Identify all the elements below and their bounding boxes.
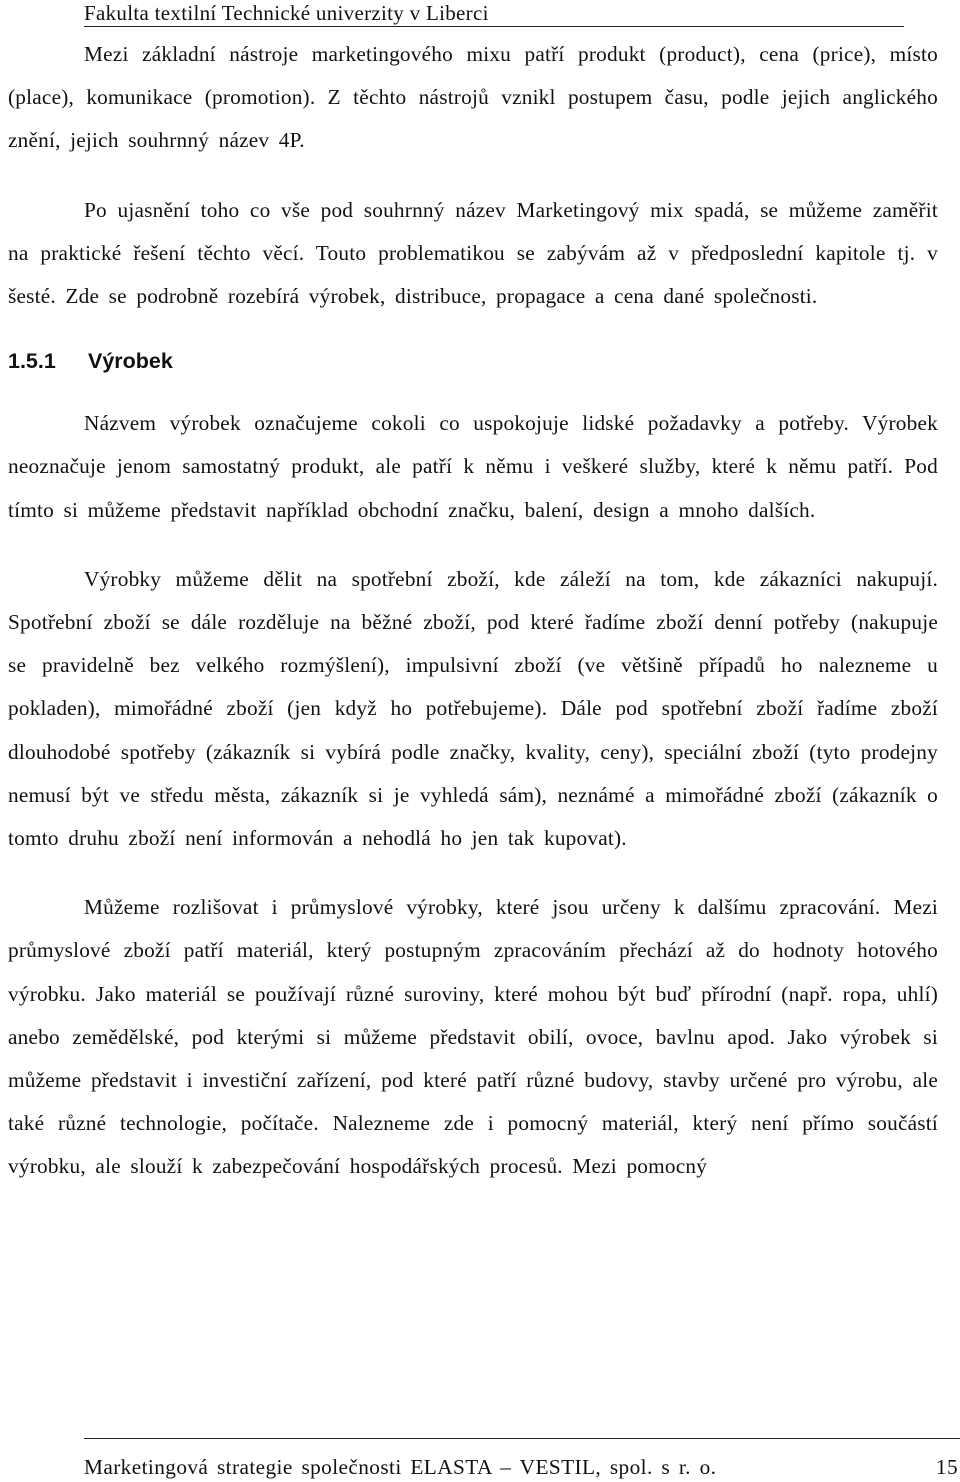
section-title: Výrobek	[88, 349, 173, 374]
paragraph-marketing-mix: Mezi základní nástroje marketingového mixu patří produkt (product), cena (price), místo (place), komunikace (promotion). Z těchto nástrojů vznikl postupem času, podle jejich anglického znění, jejich souhrnný název 4P.	[8, 42, 938, 153]
section-number: 1.5.1	[8, 349, 56, 374]
page-footer	[84, 1438, 960, 1479]
section-heading	[8, 340, 938, 382]
paragraph-chapter-reference: Po ujasnění toho co vše pod souhrnný název Marketingový mix spadá, se můžeme zaměřit na praktické řešení těchto věcí. Touto problematikou se zabývám až v předposlední kapitole tj. v šesté. Zde se podrobně rozebírá výrobek, distribuce, propagace a cena dané společnosti.	[8, 197, 938, 309]
paragraph-industrial-goods: Můžeme rozlišovat i průmyslové výrobky, které jsou určeny k dalšímu zpracování. Mezi průmyslové zboží patří materiál, který postupným zpracováním přechází až do hodnoty hotového výrobku. Jako materiál se používají různé suroviny, které mohou být buď přírodní (např. ropa, uhlí) anebo zemědělské, pod kterými si můžeme představit obilí, ovoce, bavlnu apod. Jako výrobek si můžeme představit i investiční zařízení, pod které patří různé budovy, stavby určené pro výrobu, ale také různé technologie, počítače. Nalezneme zde i pomocný materiál, který není přímo součástí výrobku, ale slouží k zabezpečování hospodářských procesů. Mezi pomocný	[8, 895, 938, 1179]
paragraph-consumer-goods: Výrobky můžeme dělit na spotřební zboží, kde záleží na tom, kde zákazníci nakupují. Spotřební zboží se dále rozděluje na běžné zboží, pod které řadíme zboží denní potřeby (nakupuje se pravidelně bez velkého rozmýšlení), impulsivní zboží (ve většině případů ho nalezneme u pokladen), mimořádné zboží (jen když ho potřebujeme). Dále pod spotřební zboží řadíme zboží dlouhodobé spotřeby (zákazník si vybírá podle značky, kvality, ceny), speciální zboží (tyto prodejny nemusí být ve středu města, zákazník si je vyhledá sám), neznámé a mimořádné zboží (zákazník o tomto druhu zboží není informován a nehodlá ho jen tak kupovat).	[8, 566, 938, 851]
page-header: Fakulta textilní Technické univerzity v Liberci	[84, 0, 904, 27]
document-body	[8, 33, 938, 1189]
paragraph-product-definition: Názvem výrobek označujeme cokoli co uspokojuje lidské požadavky a potřeby. Výrobek neoznačuje jenom samostatný produkt, ale patří k němu i veškeré služby, které k němu patří. Pod tímto si můžeme představit například obchodní značku, balení, design a mnoho dalších.	[8, 411, 938, 522]
page-number: 15	[935, 1455, 958, 1479]
footer-title: Marketingová strategie společnosti ELASTA – VESTIL, spol. s r. o.	[84, 1455, 717, 1479]
